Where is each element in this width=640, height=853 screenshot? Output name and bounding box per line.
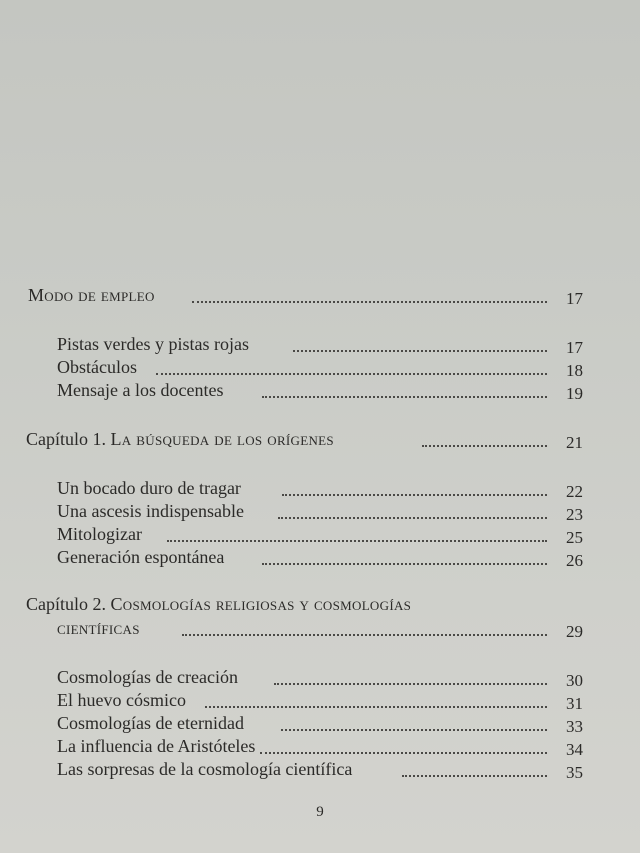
dot-leader [156,373,547,375]
toc-entry-page: 17 [566,338,583,357]
toc-entry-title: El huevo cósmico [57,690,186,710]
chapter-title-line2: científicas [57,618,140,638]
toc-entry-title: Mensaje a los docentes [57,380,224,400]
toc-entry-page: 25 [566,528,583,547]
dot-leader [422,445,547,447]
toc-entry-title: Cosmologías de creación [57,667,238,687]
toc-entry-page: 33 [566,717,583,736]
chapter-title: La búsqueda de los orígenes [110,429,334,449]
toc-entry-chapter-2 [0,616,640,640]
toc-entry-page: 18 [566,361,583,380]
toc-entry [0,757,640,781]
toc-entry [0,355,640,379]
toc-entry [0,734,640,758]
dot-leader [167,540,547,542]
chapter-prefix: Capítulo 1. [26,429,106,449]
dot-leader [274,683,547,685]
toc-entry-page: 23 [566,505,583,524]
dot-leader [262,563,547,565]
dot-leader [192,301,547,303]
dot-leader [281,729,547,731]
dot-leader [282,494,547,496]
toc-entry-page: 19 [566,384,583,403]
toc-entry [0,476,640,500]
toc-entry-page: 34 [566,740,583,759]
chapter-title-line1: Cosmologías religiosas y cosmologías [110,594,412,614]
toc-entry-modo-de-empleo [0,283,640,307]
dot-leader [182,634,547,636]
page-number: 9 [316,804,324,820]
toc-entry-title: Las sorpresas de la cosmología científica [57,759,353,779]
toc-entry [0,378,640,402]
toc-entry-title: La influencia de Aristóteles [57,736,256,756]
chapter-prefix: Capítulo 2. [26,594,106,614]
toc-entry-title: Obstáculos [57,357,137,377]
toc-entry-title: Una ascesis indispensable [57,501,244,521]
toc-entry [0,499,640,523]
toc-entry [0,522,640,546]
dot-leader [278,517,547,519]
toc-entry-page: 35 [566,763,583,782]
toc-entry-title: Un bocado duro de tragar [57,478,241,498]
toc-entry-page: 22 [566,482,583,501]
toc-entry-title [26,429,334,449]
toc-entry-chapter-1 [0,427,640,451]
toc-entry [0,711,640,735]
toc-entry [0,545,640,569]
dot-leader [260,752,547,754]
toc-entry-title: Pistas verdes y pistas rojas [57,334,249,354]
toc-entry [0,665,640,689]
toc-entry-page: 21 [566,433,583,452]
toc-entry-page: 26 [566,551,583,570]
toc-entry [0,688,640,712]
toc-entry-title: Cosmologías de eternidad [57,713,244,733]
dot-leader [205,706,547,708]
toc-entry-chapter-2-line1 [26,594,411,614]
toc-entry-title: Mitologizar [57,524,142,544]
dot-leader [262,396,547,398]
toc-entry-page: 31 [566,694,583,713]
toc-entry-page: 17 [566,289,583,308]
toc-entry-page: 30 [566,671,583,690]
dot-leader [402,775,547,777]
dot-leader [293,350,547,352]
toc-entry [0,332,640,356]
toc-entry-title: Modo de empleo [28,285,155,305]
toc-entry-page: 29 [566,622,583,641]
toc-entry-title: Generación espontánea [57,547,225,567]
